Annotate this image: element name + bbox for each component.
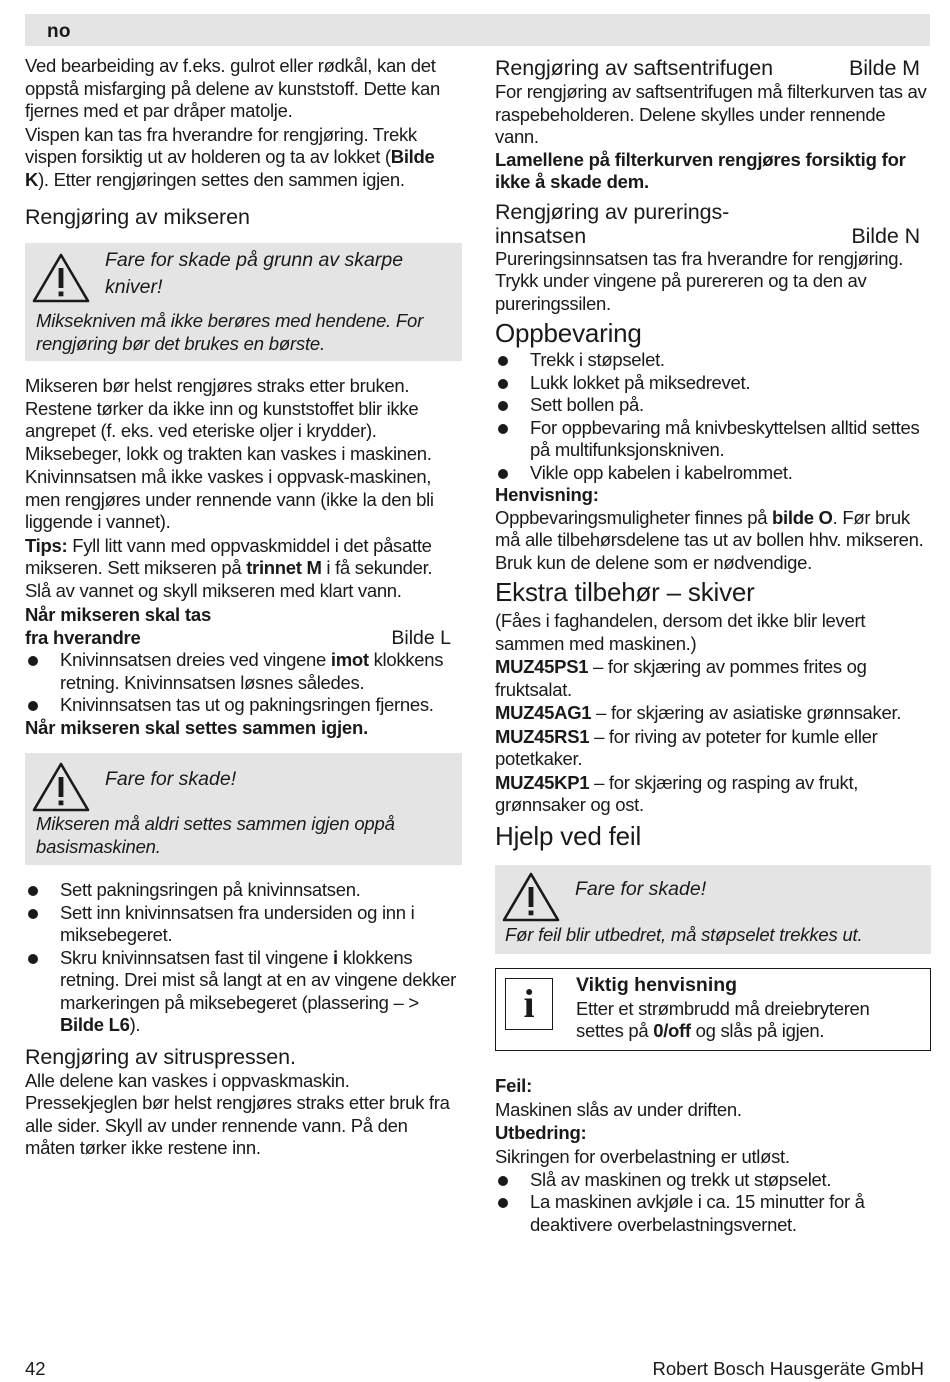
accessory-item: MUZ45AG1 – for skjæring av asiatiske grønnsaker. (495, 702, 902, 723)
accessory-item: MUZ45PS1 – for skjæring av pommes frites og fruktsalat. (495, 656, 867, 700)
list-item: La maskinen avkjøle i ca. 15 minutter for å deaktivere overbelastningsvernet. (495, 1191, 931, 1236)
storage-heading: Oppbevaring (495, 318, 642, 348)
accessory-item: MUZ45RS1 – for riving av poteter for kumle eller potetkaker. (495, 725, 878, 769)
tips-paragraph: Tips: Fyll litt vann med oppvaskmiddel i det påsatte mikseren. Sett mikseren på trinnet M i få sekunder. Slå av vannet og skyll mikseren med klart vann. (25, 534, 433, 601)
warning-body: Mikseren må aldri settes sammen igjen oppå basismaskinen. (36, 813, 395, 857)
citrus-paragraph: Alle delene kan vaskes i oppvaskmaskin. Pressekjeglen bør helst rengjøres straks etter bruk fra alle sider. Skyll av under rennende vann. På den måten tørker ikke restene inn. (25, 1069, 450, 1158)
warning-triangle-icon (501, 871, 561, 923)
puree-heading-line-1: Rengjøring av purerings- (495, 199, 730, 224)
important-note-box (495, 968, 931, 1051)
figure-ref-o: bilde O (772, 506, 833, 528)
footer-company: Robert Bosch Hausgeräte GmbH (652, 1358, 924, 1379)
warning-triangle-icon (31, 252, 91, 304)
right-column (495, 55, 931, 1236)
list-item: Skru knivinnsatsen fast til vingene i klokkens retning. Drei mist så langt at en av vingene dekker markeringen på miksebegeret (plassering – > Bilde L6). (25, 947, 462, 1037)
list-item: Trekk i støpselet. (495, 349, 931, 372)
centrifuge-warning-text: Lamellene på filterkurven rengjøres forsiktig for ikke å skade dem. (495, 148, 906, 192)
list-item: Sett inn knivinnsatsen fra undersiden og inn i miksebegeret. (25, 902, 462, 947)
list-item: Knivinnsatsen tas ut og pakningsringen fjernes. (25, 694, 462, 717)
mixer-paragraph-1: Mikseren bør helst rengjøres straks etter bruken. Restene tørker da ikke inn og kunststoffet blir ikke angrepet (f. eks. ved eteriske oljer i krydder). Miksebeger, lokk og trakten kan vaskes i maskinen. (25, 375, 432, 464)
citrus-press-heading: Rengjøring av sitruspressen. (25, 1044, 296, 1069)
centrifuge-heading-text: Rengjøring av saftsentrifugen (495, 56, 773, 80)
figure-ref-k: Bilde K (25, 146, 435, 190)
puree-heading-line-2: innsatsen (495, 223, 587, 248)
language-code: no (47, 21, 71, 42)
left-column (25, 55, 462, 1160)
warning-title: Fare for skade på grunn av skarpe kniver! (105, 249, 404, 298)
warning-body: Før feil blir utbedret, må støpselet trekkes ut. (505, 923, 863, 945)
list-item: Slå av maskinen og trekk ut støpselet. (495, 1169, 931, 1192)
assemble-list (25, 879, 462, 1037)
info-icon: i (505, 978, 553, 1030)
disassemble-list (25, 649, 462, 717)
warning-title: Fare for skade! (575, 877, 707, 900)
warning-box-assembly (25, 753, 462, 865)
list-item: Sett bollen på. (495, 394, 931, 417)
puree-paragraph: Pureringsinnsatsen tas fra hverandre for rengjøring. Trykk under vingene på purereren og ta den av pureringssilen. (495, 247, 904, 314)
fault-text: Maskinen slås av under driften. (495, 1099, 742, 1120)
mixer-cleaning-heading: Rengjøring av mikseren (25, 205, 250, 229)
language-bar (25, 14, 930, 46)
accessories-intro: (Fåes i faghandelen, dersom det ikke blir levert sammen med maskinen.) (495, 610, 866, 654)
warning-body: Miksekniven må ikke berøres med hendene. For rengjøring bør det brukes en børste. (36, 310, 424, 354)
figure-ref-m: Bilde M (849, 56, 920, 80)
accessory-code: MUZ45AG1 (495, 702, 592, 723)
mixer-paragraph-2: Knivinnsatsen må ikke vaskes i oppvask-maskinen, men rengjøres under rennende vann (ikke la den bli liggende i vannet). (25, 466, 434, 532)
troubleshooting-heading: Hjelp ved feil (495, 820, 642, 851)
list-item: Lukk lokket på miksedrevet. (495, 372, 931, 395)
figure-ref-n: Bilde N (851, 223, 920, 248)
list-item: For oppbevaring må knivbeskyttelsen alltid settes på multifunksjonskniven. (495, 417, 931, 462)
list-item: Vikle opp kabelen i kabelrommet. (495, 462, 931, 485)
figure-ref-l: Bilde L (391, 626, 451, 649)
puree-heading (495, 224, 931, 248)
assemble-heading: Når mikseren skal settes sammen igjen. (25, 716, 369, 738)
list-item: Sett pakningsringen på knivinnsatsen. (25, 879, 462, 902)
tips-label: Tips: (25, 534, 68, 556)
list-item: Knivinnsatsen dreies ved vingene imot klokkens retning. Knivinnsatsen løsnes således. (25, 649, 462, 694)
centrifuge-heading (495, 55, 931, 81)
accessory-code: MUZ45RS1 (495, 725, 590, 747)
remedy-list (495, 1169, 931, 1237)
disassemble-heading-line-2: fra hverandre (25, 626, 141, 648)
accessory-code: MUZ45KP1 (495, 771, 590, 793)
remedy-text: Sikringen for overbelastning er utløst. (495, 1146, 790, 1167)
centrifuge-paragraph: For rengjøring av saftsentrifugen må filterkurven tas av raspebeholderen. Delene skylles under rennende vann. (495, 81, 927, 147)
intro-paragraph-2: Vispen kan tas fra hverandre for rengjøring. Trekk vispen forsiktig ut av holderen og ta av lokket (Bilde K). Etter rengjøringen settes den sammen igjen. (25, 123, 435, 190)
note-paragraph: Oppbevaringsmuligheter finnes på bilde O. Før bruk må alle tilbehørsdelene tas ut av bollen hhv. mikseren. Bruk kun de delene som er nødvendige. (495, 506, 924, 573)
figure-ref-l6: Bilde L6 (60, 1014, 130, 1035)
remedy-label: Utbedring: (495, 1121, 587, 1143)
warning-box-sharp-knives (25, 243, 462, 361)
storage-list (495, 349, 931, 484)
warning-triangle-icon (31, 761, 91, 813)
warning-box-unplug (495, 865, 931, 954)
page-number: 42 (25, 1358, 46, 1379)
warning-title: Fare for skade! (105, 768, 237, 790)
disassemble-heading (25, 627, 462, 650)
accessory-item: MUZ45KP1 – for skjæring og rasping av frukt, grønnsaker og ost. (495, 771, 859, 815)
accessories-heading: Ekstra tilbehør – skiver (495, 577, 755, 607)
accessory-code: MUZ45PS1 (495, 656, 589, 677)
important-note-body: Etter et strømbrudd må dreiebryteren settes på 0/off og slås på igjen. (576, 997, 870, 1041)
disassemble-heading-line-1: Når mikseren skal tas (25, 604, 212, 625)
note-label: Henvisning: (495, 484, 599, 505)
fault-label: Feil: (495, 1074, 533, 1096)
intro-paragraph-1: Ved bearbeiding av f.eks. gulrot eller rødkål, kan det oppstå misfarging på delene av kunststoff. Dette kan fjernes med et par dråper matolje. (25, 55, 440, 121)
important-note-title: Viktig henvisning (576, 973, 738, 996)
